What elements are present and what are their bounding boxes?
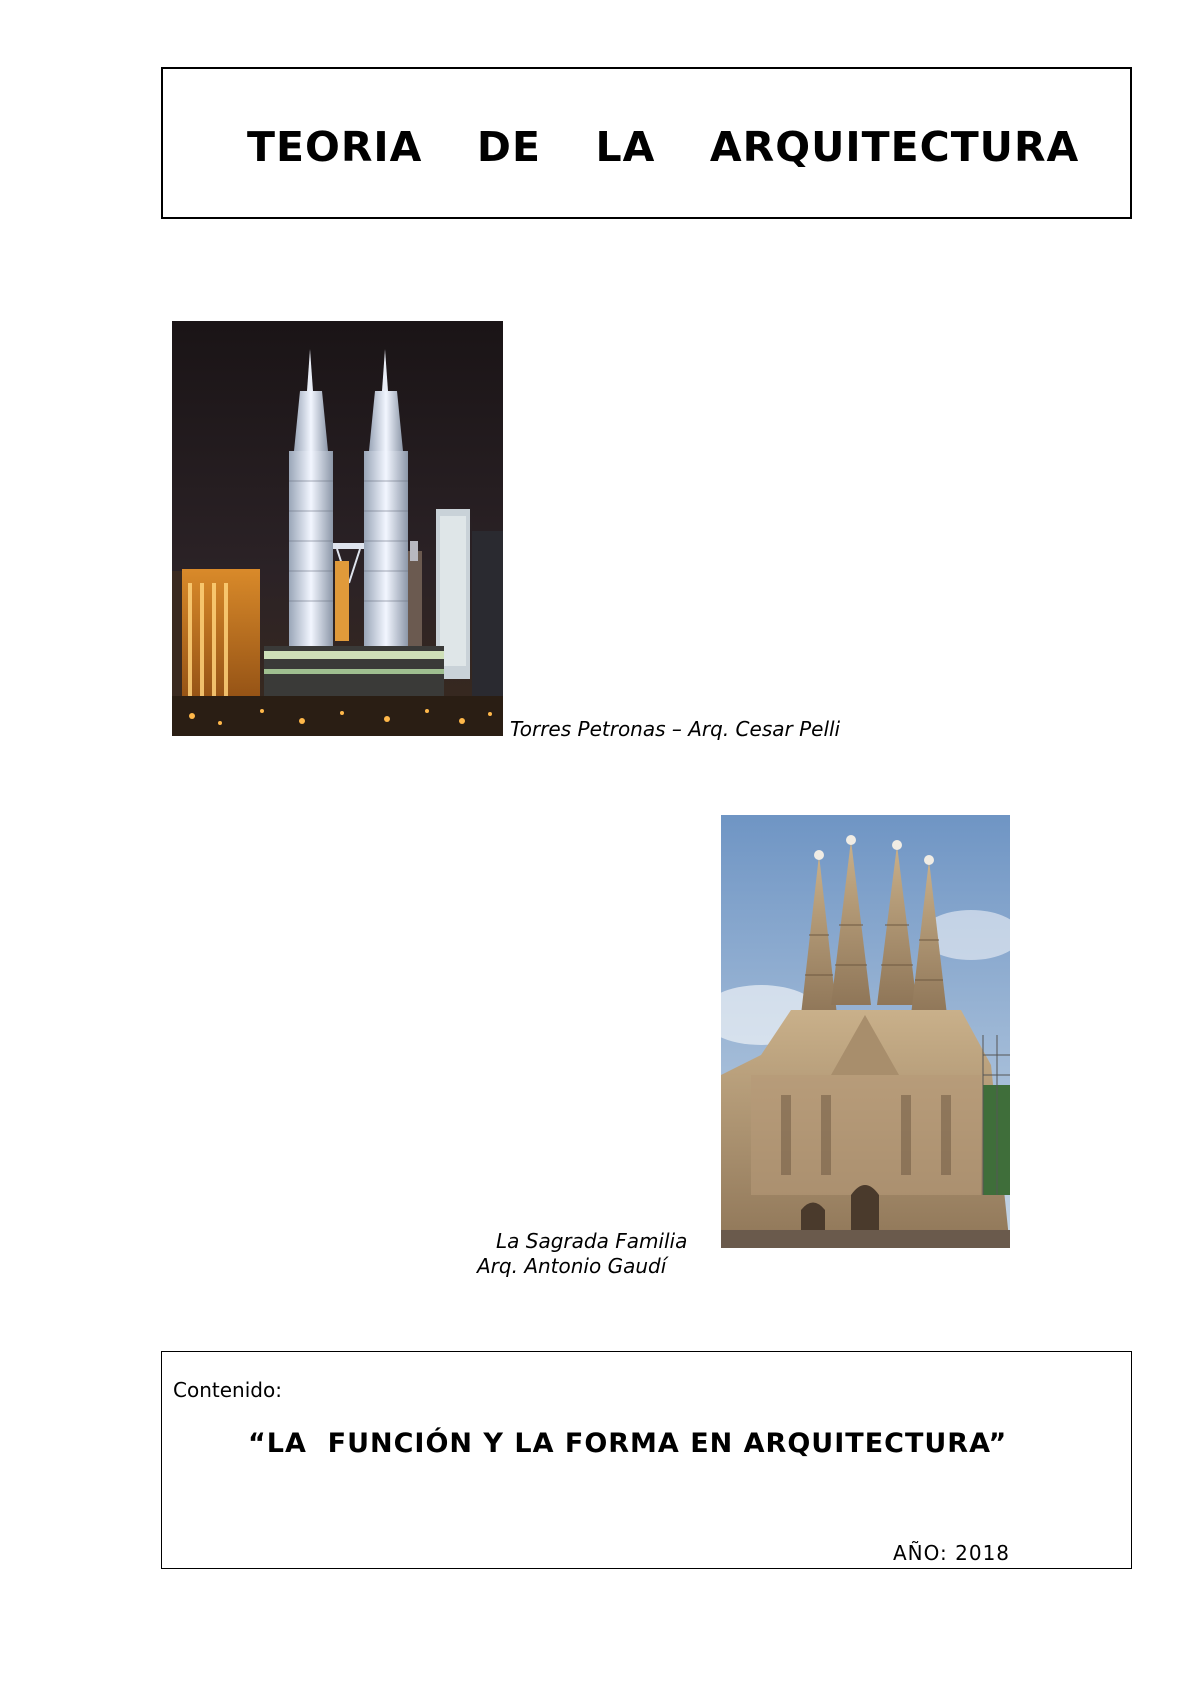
sagrada-caption-architect: Arq. Antonio Gaudí (477, 1254, 667, 1278)
content-label: Contenido: (173, 1378, 282, 1402)
petronas-caption: Torres Petronas – Arq. Cesar Pelli (510, 717, 841, 741)
year-label: AÑO: 2018 (893, 1541, 1011, 1565)
title-box (161, 67, 1132, 219)
content-box (161, 1351, 1132, 1569)
petronas-towers-photo (172, 321, 503, 736)
content-title: “LA FUNCIÓN Y LA FORMA EN ARQUITECTURA” (248, 1428, 1008, 1459)
sagrada-caption-title: La Sagrada Familia (496, 1229, 688, 1253)
sagrada-familia-photo (721, 815, 1010, 1248)
document-title: TEORIA DE LA ARQUITECTURA (247, 123, 1080, 171)
